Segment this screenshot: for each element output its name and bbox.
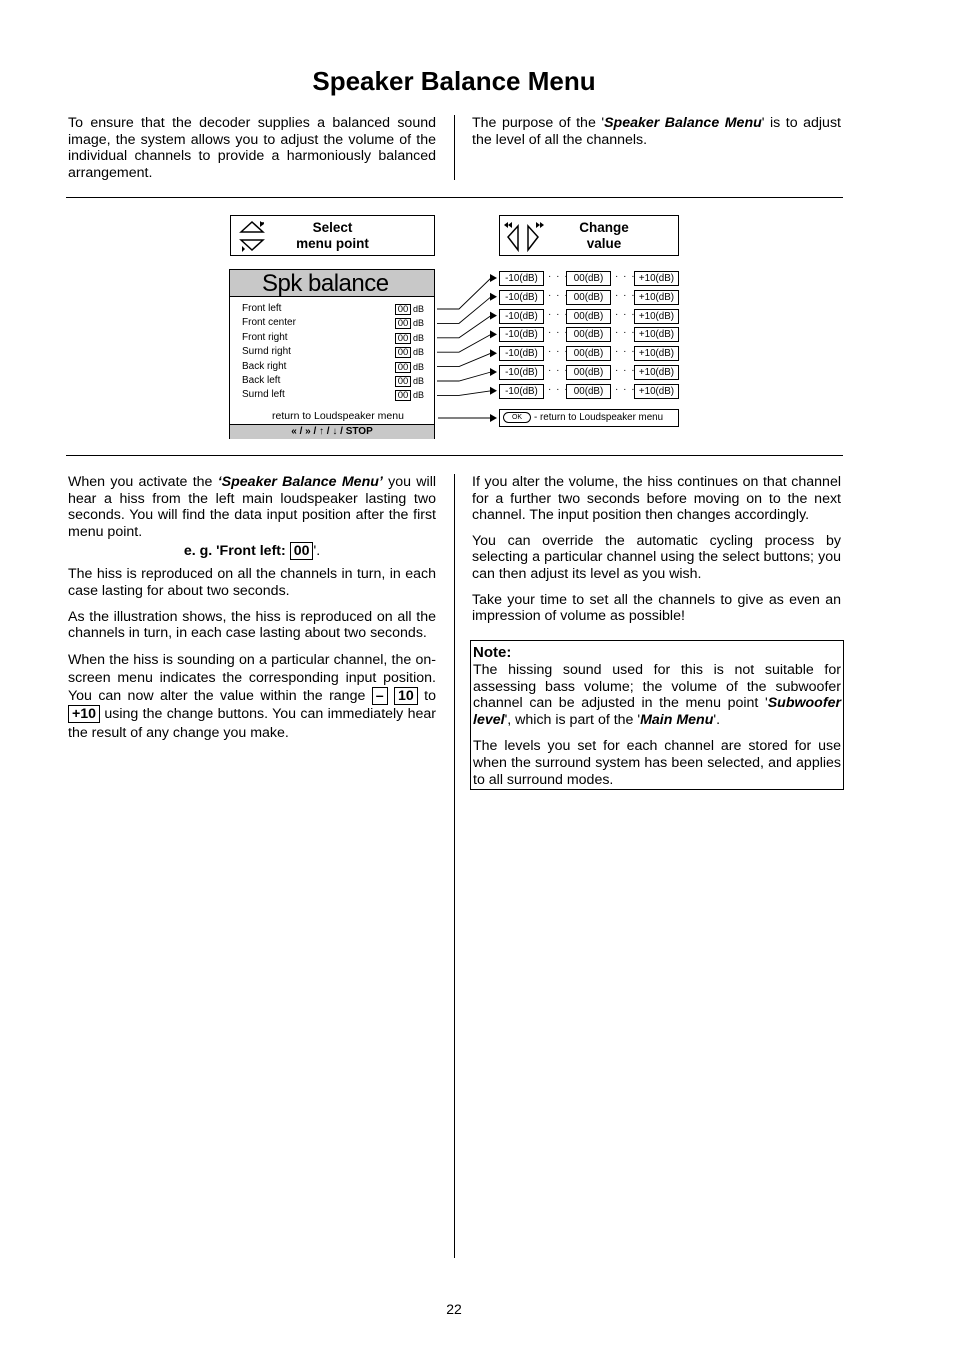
column-divider [454, 474, 455, 1258]
body-left-column [68, 474, 436, 751]
menu-channel-unit: dB [413, 318, 425, 329]
menu-return-label[interactable]: return to Loudspeaker menu [272, 410, 404, 422]
change-label-1: Change [579, 220, 629, 235]
range-max-value: +10(dB) [634, 365, 679, 380]
range-dots: · · · [615, 365, 636, 376]
note-body [473, 662, 841, 788]
range-min-value: -10(dB) [499, 290, 544, 305]
p1-text-b: you will hear a hiss from the left main loudspeaker lasting two seconds. You will find the data input position after the first menu point. [68, 474, 437, 540]
menu-channel-label[interactable]: Front center [242, 317, 296, 329]
connector-arrowhead [490, 274, 497, 282]
range-mid-value: 00(dB) [566, 384, 611, 399]
middle-rule [66, 455, 843, 456]
range-min-value: -10(dB) [499, 327, 544, 342]
range-min-value: -10(dB) [499, 365, 544, 380]
range-dots: · · · [548, 289, 569, 301]
menu-channel-value[interactable]: 00 [395, 304, 411, 315]
note-p1-text-b: '. [713, 711, 721, 728]
body-right-column [472, 474, 841, 634]
connector-line [437, 391, 491, 396]
menu-channel-label[interactable]: Front left [242, 303, 282, 314]
connector-arrowhead [490, 293, 497, 301]
range-dots: · · · [615, 327, 636, 339]
range-dots: · · · [548, 271, 569, 282]
p4-min-b: 10 [394, 687, 418, 705]
example-prefix: e. g. 'Front left: [183, 543, 290, 560]
range-min-value: -10(dB) [499, 346, 544, 361]
range-dots: · · · [548, 383, 569, 395]
range-dots: · · · [615, 383, 636, 395]
menu-channel-label[interactable]: Front right [242, 331, 288, 343]
range-mid-value: 00(dB) [566, 309, 611, 324]
page-number: 22 [446, 1301, 462, 1317]
note-paragraph-2: The levels you set for each channel are stored for use when the surround system has been selected, and applies to all surround modes. [473, 738, 841, 788]
p4-max: +10 [68, 705, 100, 723]
menu-footer-keys: « / » / ↑ / ↓ / STOP [230, 424, 434, 439]
connector-arrowhead [490, 330, 497, 338]
menu-channel-value[interactable]: 00 [395, 347, 411, 358]
range-max-value: +10(dB) [634, 346, 679, 361]
example-suffix: '. [313, 543, 321, 560]
return-connector-arrowhead [490, 414, 497, 422]
note-p1-bold-2: Main Menu [640, 711, 714, 728]
example-value: 00 [290, 542, 314, 560]
intro-left-text: To ensure that the decoder supplies a balanced sound image, the system allows you to adjust the volume of the individual channels to provide a harmoniously balanced arrangement. [68, 115, 436, 181]
menu-channel-value[interactable]: 00 [395, 318, 411, 329]
menu-channel-unit: dB [413, 332, 425, 343]
p4-text-a: When the hiss is sounding on a particular channel, the on-screen menu indicates the corresponding input position. You can now alter the value within the range [68, 651, 436, 705]
menu-channel-value[interactable]: 00 [395, 333, 411, 344]
range-dots: · · · [615, 346, 636, 358]
range-min-value: -10(dB) [499, 271, 544, 286]
connector-arrowhead [490, 312, 497, 320]
p4-mid: to [417, 688, 436, 705]
p4-min-a: – [372, 687, 388, 705]
ok-button-icon[interactable]: OK [503, 412, 531, 423]
p1-bold: ‘Speaker Balance Menu’ [217, 474, 383, 490]
range-dots: · · · [548, 346, 569, 358]
range-mid-value: 00(dB) [566, 271, 611, 286]
menu-channel-value[interactable]: 00 [395, 362, 411, 373]
range-max-value: +10(dB) [634, 271, 679, 286]
right-paragraph-3: Take your time to set all the channels to give as even an impression of volume as possible! [472, 591, 841, 625]
connector-line [437, 334, 491, 352]
ok-return-box[interactable] [499, 409, 679, 427]
connector-arrowhead [490, 368, 497, 376]
menu-channel-unit: dB [413, 347, 425, 358]
connector-line [437, 353, 491, 366]
range-dots: · · · [548, 365, 569, 376]
range-mid-value: 00(dB) [566, 346, 611, 361]
note-heading: Note: [473, 644, 512, 661]
menu-channel-label[interactable]: Back right [242, 360, 287, 372]
menu-channel-unit: dB [413, 376, 425, 386]
connector-line [437, 297, 491, 324]
range-dots: · · · [615, 289, 636, 301]
example-line [68, 542, 436, 560]
paragraph-4 [68, 651, 436, 742]
paragraph-2: The hiss is reproduced on all the channels in turn, in each case lasting for about two seconds. [68, 566, 436, 599]
range-dots: · · · [615, 271, 636, 282]
intro-right-text-a: The purpose of the ' [472, 115, 605, 131]
p1-text-a: When you activate the [68, 474, 218, 490]
connector-line [437, 372, 491, 381]
paragraph-1 [68, 474, 436, 540]
range-max-value: +10(dB) [634, 384, 679, 399]
menu-title: Spk balance [230, 270, 434, 297]
menu-channel-unit: dB [413, 361, 425, 372]
connector-arrowhead [490, 349, 497, 357]
menu-channel-label[interactable]: Surnd left [242, 389, 285, 401]
range-max-value: +10(dB) [634, 290, 679, 305]
menu-channel-label[interactable]: Back left [242, 375, 281, 386]
page-title: Speaker Balance Menu [312, 66, 596, 96]
right-paragraph-2: You can override the automatic cycling process by selecting a particular channel using the select buttons; you can then adjust its level as you wish. [472, 532, 841, 582]
menu-channel-value[interactable]: 00 [395, 390, 411, 401]
range-mid-value: 00(dB) [566, 327, 611, 342]
paragraph-3: As the illustration shows, the hiss is reproduced on all the channels in turn, in each case lasting about two seconds. [68, 608, 436, 642]
select-label-2: menu point [296, 236, 369, 251]
range-mid-value: 00(dB) [566, 290, 611, 305]
note-p1-text-a: The hissing sound used for this is not suitable for assessing bass volume; the volume of the subwoofer channel can be adjusted in the menu point ' [473, 662, 841, 712]
range-dots: · · · [615, 308, 636, 320]
range-mid-value: 00(dB) [566, 365, 611, 380]
range-min-value: -10(dB) [499, 309, 544, 324]
connector-arrowhead [490, 387, 497, 395]
range-min-value: -10(dB) [499, 384, 544, 399]
change-label-2: value [586, 236, 622, 251]
menu-channel-label[interactable]: Surnd right [242, 346, 291, 358]
note-box [470, 640, 844, 790]
range-dots: · · · [548, 327, 569, 339]
connector-arrows [0, 0, 954, 460]
note-p1-mid: ', which is part of the ' [504, 711, 641, 728]
intro-right-text-b: ' is to adjust the level of all the channels. [472, 115, 841, 148]
range-max-value: +10(dB) [634, 327, 679, 342]
ok-return-label: - return to Loudspeaker menu [534, 412, 664, 423]
note-paragraph-1 [473, 662, 841, 728]
menu-channel-unit: dB [413, 390, 425, 401]
note-p1-bold-1: Subwoofer level [473, 695, 841, 728]
menu-channel-value[interactable]: 00 [395, 376, 411, 387]
connector-line [437, 278, 491, 309]
select-label-1: Select [312, 220, 353, 235]
intro-right-bold: Speaker Balance Menu [604, 115, 762, 131]
range-max-value: +10(dB) [634, 309, 679, 324]
p4-text-b: using the change buttons. You can immediately hear the result of any change you make. [68, 706, 436, 741]
right-paragraph-1: If you alter the volume, the hiss continues on that channel for a further two seconds before moving on to the next channel. The input position then changes accordingly. [472, 474, 841, 524]
menu-channel-unit: dB [413, 304, 425, 314]
range-dots: · · · [548, 308, 569, 320]
